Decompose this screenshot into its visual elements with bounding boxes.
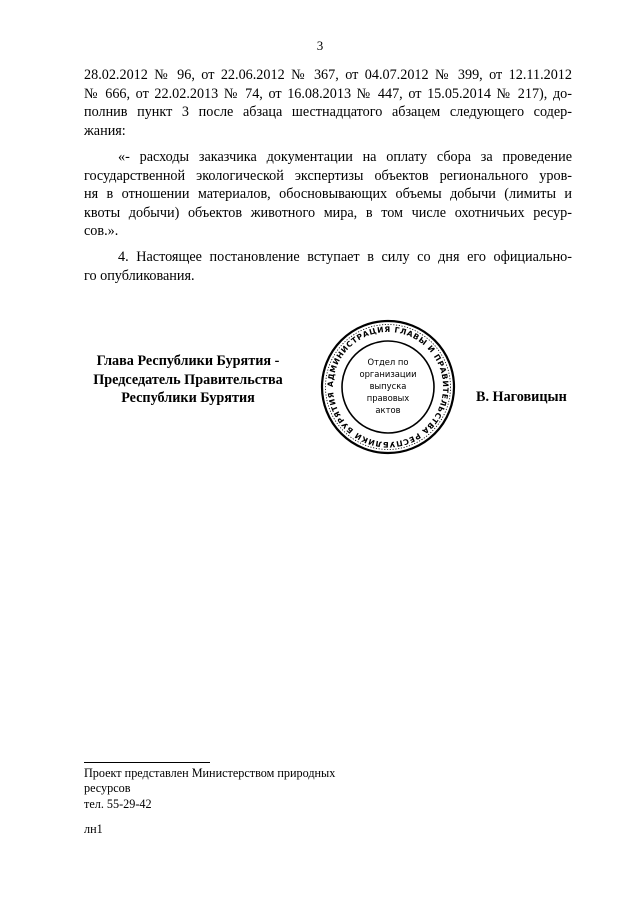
footer-note <box>84 766 335 812</box>
stamp-center-line: правовых <box>366 393 410 403</box>
stamp-outer-text: АДМИНИСТРАЦИЯ ГЛАВЫ И ПРАВИТЕЛЬСТВА РЕСПУБЛИКИ БУРЯТИЯ <box>325 324 451 450</box>
official-stamp <box>319 318 457 456</box>
text-line: ня в отношении материалов, обосновывающих объемы добычи (лимиты и <box>84 186 572 202</box>
document-code: лн1 <box>84 822 103 836</box>
footer-divider <box>84 762 210 763</box>
text-line: сов.». <box>84 223 119 239</box>
page-number: 3 <box>316 38 324 53</box>
signatory-title-line: Глава Республики Бурятия - <box>96 353 280 369</box>
text-line: 28.02.2012 № 96, от 22.06.2012 № 367, от 04.07.2012 № 399, от 12.11.2012 <box>84 67 572 83</box>
effective-date-paragraph <box>84 248 572 285</box>
text-line: № 666, от 22.02.2013 № 74, от 16.08.2013 № 447, от 15.05.2014 № 217), до- <box>84 85 572 102</box>
signatory-title <box>76 352 300 408</box>
footer-line: Проект представлен Министерством природных <box>84 766 336 780</box>
text-line: жания: <box>84 122 126 139</box>
stamp-center-line: Отдел по <box>367 357 409 367</box>
footer-line: тел. 55-29-42 <box>84 796 152 811</box>
text-line: государственной экологической экспертизы объектов регионального уров- <box>84 167 572 184</box>
signatory-title-line: Республики Бурятия <box>121 390 255 406</box>
signatory-title-line: Председатель Правительства <box>93 371 283 388</box>
stamp-center-line: актов <box>375 405 401 415</box>
footer-line: ресурсов <box>84 781 131 796</box>
text-line: квоты добычи) объектов животного мира, в том числе охотничьих ресур- <box>84 204 572 221</box>
text-line: полнив пункт 3 после абзаца шестнадцатого абзацем следующего содер- <box>84 104 572 120</box>
amendment-intro-paragraph <box>84 66 572 140</box>
inserted-paragraph-quote <box>84 148 572 241</box>
stamp-center-line: организации <box>359 369 417 379</box>
text-line: «- расходы заказчика документации на оплату сбора за проведение <box>118 149 572 165</box>
text-line: 4. Настоящее постановление вступает в силу со дня его официально- <box>118 249 572 265</box>
stamp-center-line: выпуска <box>369 381 407 391</box>
signer-name: В. Наговицын <box>476 389 567 405</box>
text-line: го опубликования. <box>84 267 195 284</box>
